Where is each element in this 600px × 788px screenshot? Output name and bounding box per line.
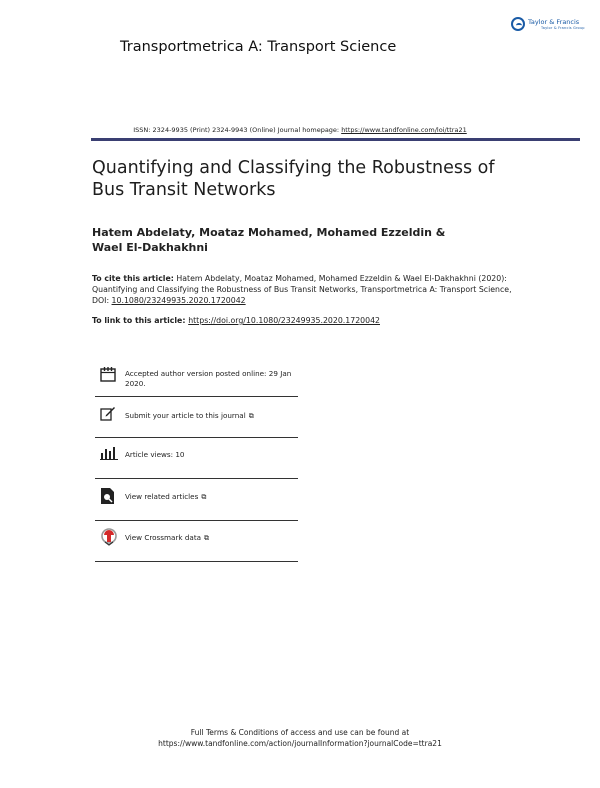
citation-doi-link[interactable]: 10.1080/23249935.2020.1720042 [111, 296, 246, 305]
citation-text: Hatem Abdelaty, Moataz Mohamed, Mohamed Ezzeldin & Wael El-Dakhakhni (2020): Quantifying and Classifying the Robustness of Bus Transit Networks, Transportmetrica A: Transport Science, DOI: [92, 274, 512, 305]
related-text: View related articles [125, 492, 199, 501]
related-link[interactable] [125, 492, 206, 503]
accepted-text: Accepted author version posted online: 29 Jan 2020. [125, 369, 292, 388]
external-link-icon: ⧉ [201, 493, 207, 501]
views-text: Article views: 10 [125, 450, 185, 459]
submit-link[interactable] [125, 411, 254, 422]
calendar-icon [100, 366, 116, 382]
info-row-crossmark[interactable] [95, 521, 298, 562]
logo-brand: Taylor & Francis [528, 18, 580, 26]
article-doi-link[interactable]: https://doi.org/10.1080/23249935.2020.1720042 [188, 316, 380, 325]
footer [0, 727, 600, 749]
issn-text: ISSN: 2324-9935 (Print) 2324-9943 (Online) Journal homepage: [133, 126, 342, 134]
info-row-views [95, 438, 298, 479]
external-link-icon: ⧉ [248, 412, 254, 420]
citation-label: To cite this article: [92, 274, 174, 283]
link-label: To link to this article: [92, 316, 189, 325]
logo-ring-icon [511, 17, 525, 31]
bar-chart-icon [100, 446, 118, 460]
crossmark-text: View Crossmark data [125, 533, 202, 542]
link-line [92, 316, 380, 325]
article-title: Quantifying and Classifying the Robustness of Bus Transit Networks [92, 158, 495, 200]
article-authors: Hatem Abdelaty, Moataz Mohamed, Mohamed Ezzeldin & Wael El-Dakhakhni [92, 226, 446, 254]
footer-url[interactable]: https://www.tandfonline.com/action/journalInformation?journalCode=ttra21 [158, 739, 442, 748]
header-rule [91, 138, 580, 141]
related-articles-icon [100, 487, 116, 505]
logo-tagline: Taylor & Francis Group [541, 26, 585, 30]
citation-block [92, 273, 512, 306]
crossmark-icon [100, 528, 118, 546]
external-link-icon: ⧉ [204, 534, 210, 542]
edit-icon [100, 405, 116, 421]
issn-line [0, 126, 600, 134]
journal-homepage-link[interactable]: https://www.tandfonline.com/loi/ttra21 [341, 126, 467, 134]
journal-title: Transportmetrica A: Transport Science [120, 39, 397, 55]
footer-terms: Full Terms & Conditions of access and use can be found at [190, 728, 410, 737]
info-row-accepted [95, 364, 298, 397]
info-row-related[interactable] [95, 479, 298, 521]
crossmark-link[interactable] [125, 533, 209, 544]
publisher-logo [511, 17, 585, 39]
submit-text: Submit your article to this journal [125, 411, 246, 420]
info-row-submit[interactable] [95, 397, 298, 438]
